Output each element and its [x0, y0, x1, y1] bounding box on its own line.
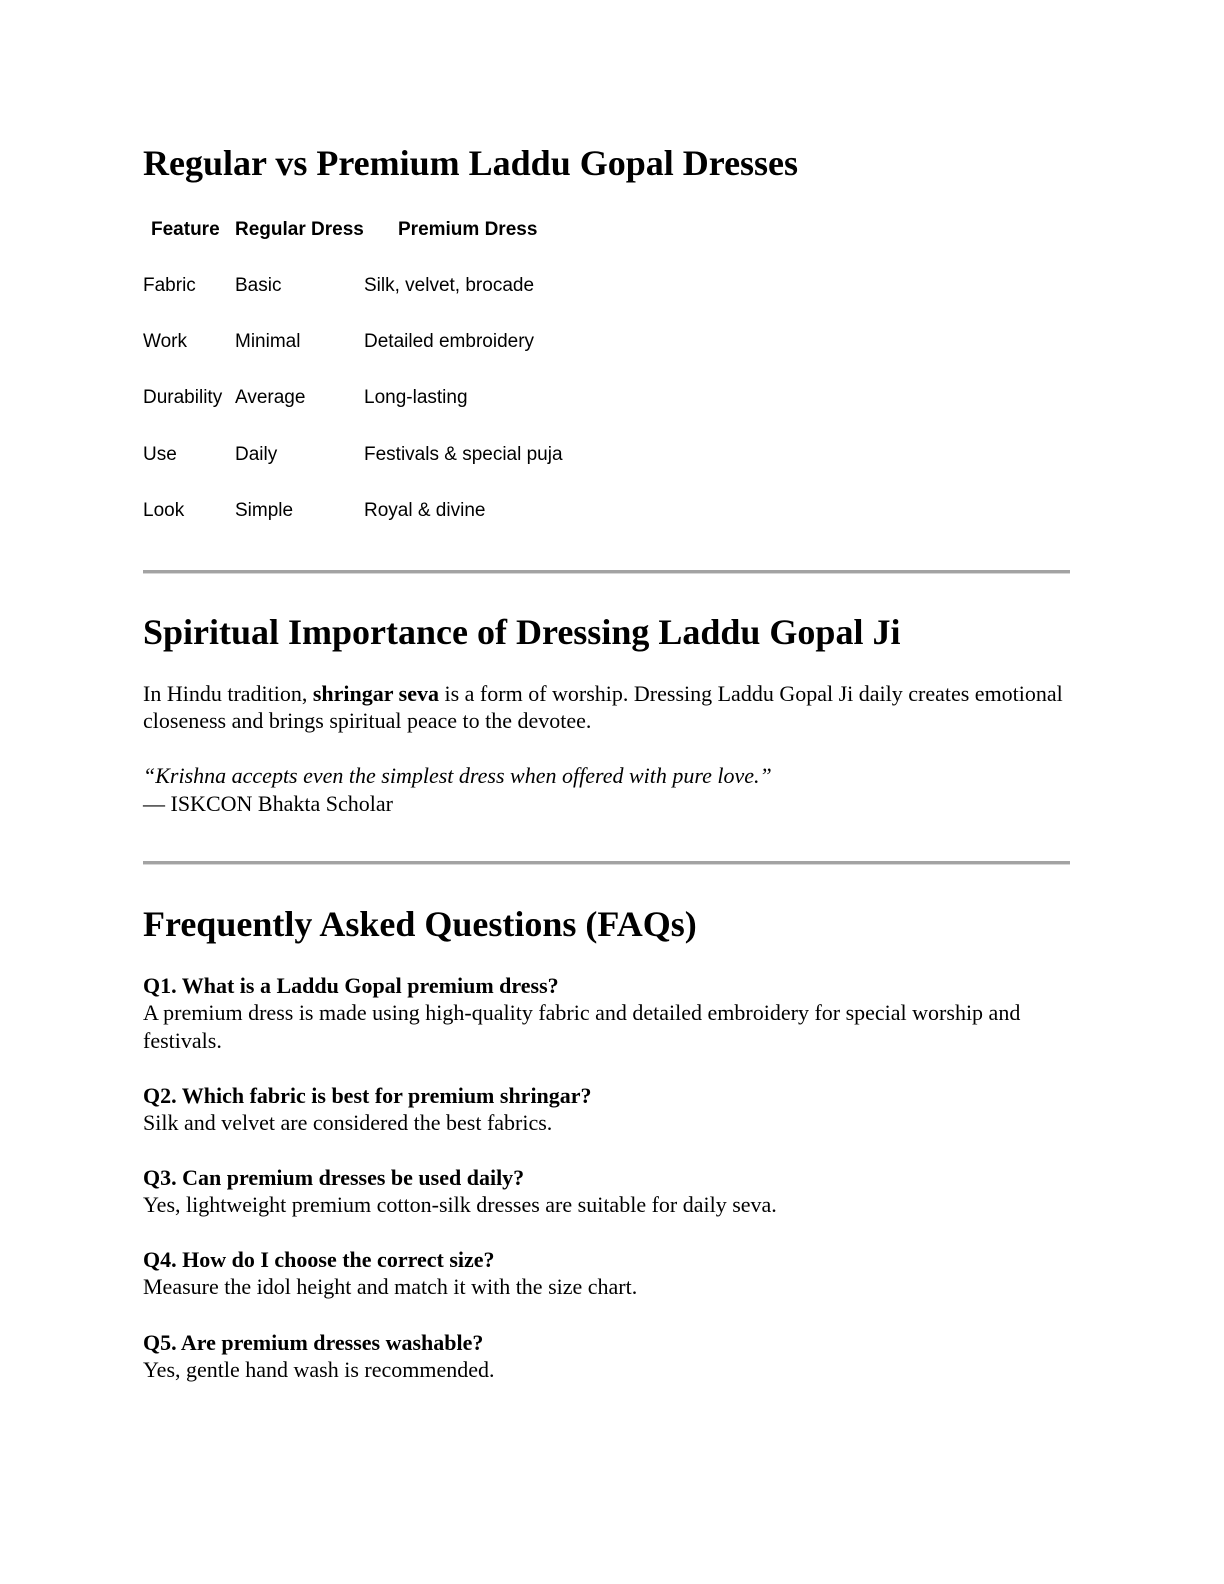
table-cell-premium: Festivals & special puja — [364, 444, 563, 465]
spiritual-paragraph-bold: shringar seva — [312, 681, 439, 706]
quote-attribution: — ISKCON Bhakta Scholar — [143, 791, 393, 816]
faq-answer: Silk and velvet are considered the best fabrics. — [143, 1110, 553, 1135]
faq-question: Q4. How do I choose the correct size? — [143, 1247, 495, 1272]
table-cell-feature: Look — [143, 500, 185, 521]
table-cell-feature: Durability — [143, 387, 223, 408]
faq-answer: A premium dress is made using high-quality fabric and detailed embroidery for special worship and festivals. — [143, 1000, 1021, 1053]
table-header-regular: Regular Dress — [235, 219, 364, 240]
table-cell-premium: Royal & divine — [364, 500, 486, 521]
spiritual-paragraph-suffix: is a form of worship. Dressing Laddu Gopal Ji daily creates emotional closeness and brings spiritual peace to the devotee. — [143, 681, 1063, 733]
faq-question: Q5. Are premium dresses washable? — [143, 1330, 484, 1355]
table-cell-feature: Work — [143, 331, 187, 352]
table-cell-premium: Detailed embroidery — [364, 331, 535, 352]
faq-question: Q1. What is a Laddu Gopal premium dress? — [143, 973, 559, 998]
table-cell-premium: Long-lasting — [364, 387, 468, 408]
table-cell-feature: Fabric — [143, 275, 196, 296]
table-cell-regular: Minimal — [235, 331, 301, 352]
spiritual-paragraph-prefix: In Hindu tradition, — [143, 681, 313, 706]
spiritual-paragraph — [143, 680, 1070, 734]
faq-answer: Measure the idol height and match it with the size chart. — [143, 1274, 638, 1299]
section-divider — [143, 570, 1070, 574]
comparison-title: Regular vs Premium Laddu Gopal Dresses — [143, 143, 799, 183]
table-cell-regular: Basic — [235, 275, 282, 296]
faq-title: Frequently Asked Questions (FAQs) — [143, 904, 697, 944]
section-divider — [143, 861, 1070, 865]
table-cell-regular: Average — [235, 387, 306, 408]
table-cell-feature: Use — [143, 444, 177, 465]
quote-text: “Krishna accepts even the simplest dress when offered with pure love.” — [143, 763, 772, 788]
table-header-premium: Premium Dress — [398, 219, 538, 240]
table-cell-regular: Simple — [235, 500, 294, 521]
faq-question: Q3. Can premium dresses be used daily? — [143, 1165, 525, 1190]
faq-question: Q2. Which fabric is best for premium shringar? — [143, 1083, 592, 1108]
table-header-feature: Feature — [151, 219, 220, 240]
faq-answer: Yes, lightweight premium cotton-silk dresses are suitable for daily seva. — [143, 1192, 777, 1217]
faq-answer: Yes, gentle hand wash is recommended. — [143, 1357, 495, 1382]
spiritual-title: Spiritual Importance of Dressing Laddu Gopal Ji — [143, 612, 901, 652]
table-cell-regular: Daily — [235, 444, 278, 465]
table-cell-premium: Silk, velvet, brocade — [364, 275, 535, 296]
